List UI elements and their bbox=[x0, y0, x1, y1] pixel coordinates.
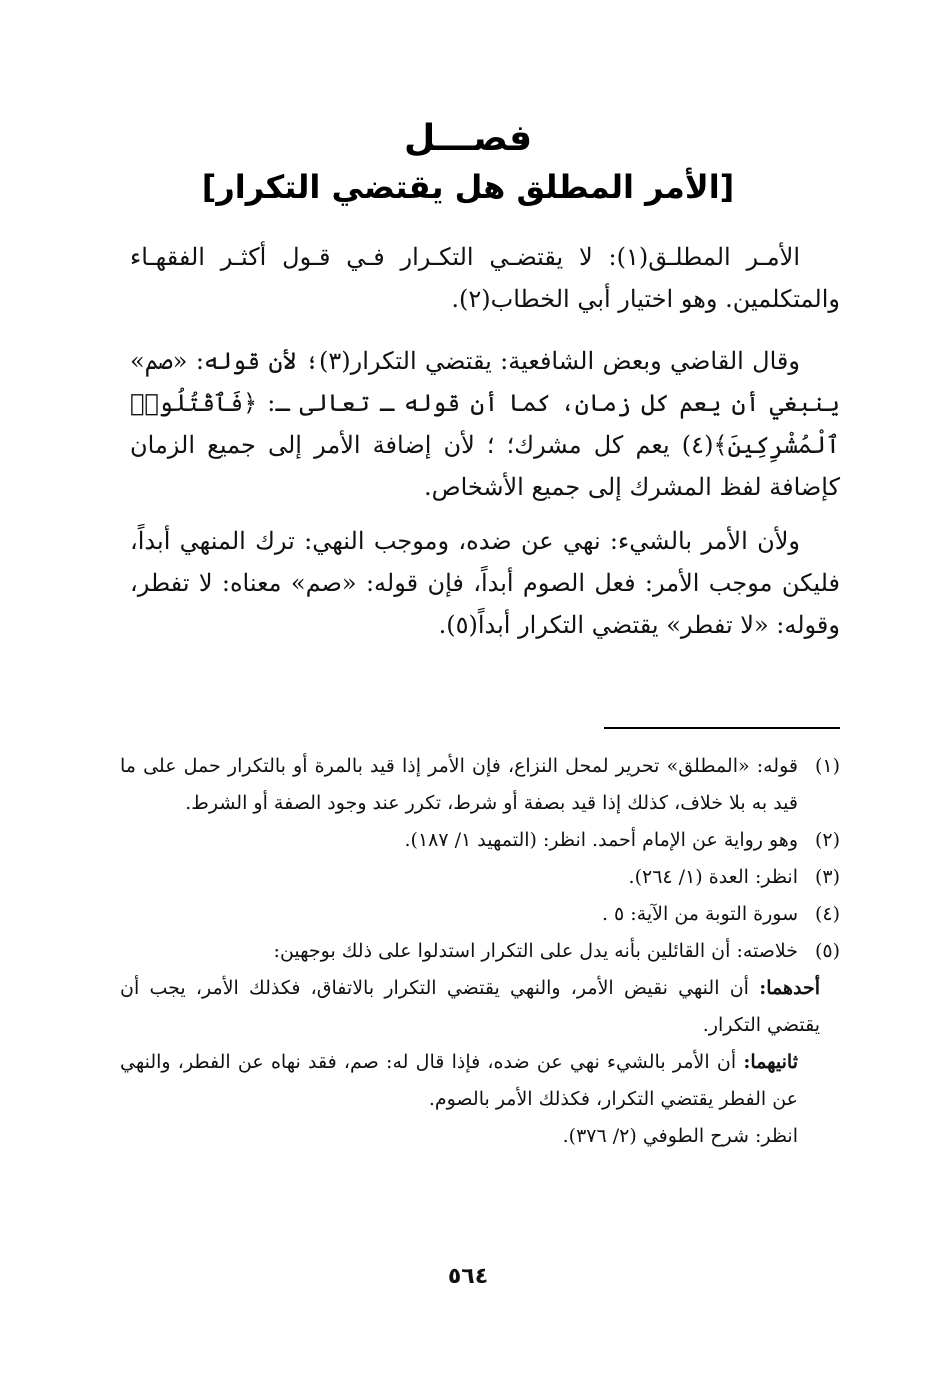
footnote-5 bbox=[120, 933, 840, 970]
paragraph-2-text: وقال القاضي وبعض الشافعية: يقتضي التكرار(٣)؛ لأن قوله: «صم» ينبغي أن يعم كل زمان، كما أن قوله ـ تعالى ـ: ﴿فَٱقْتُلُوا۟ ٱلْمُشْرِكِينَ﴾(٤) يعم كل مشرك؛ ؛ لأن إضافة الأمر إلى جميع الزمان كإضافة لفظ المشرك إلى جميع الأشخاص. bbox=[130, 347, 840, 501]
section-subheading: [الأمر المطلق هل يقتضي التكرار] bbox=[201, 168, 735, 206]
footnotes bbox=[120, 748, 840, 1155]
section-heading: فصـــل bbox=[403, 118, 533, 159]
footnote-text: سورة التوبة من الآية: ٥ . bbox=[601, 903, 798, 925]
footnote-5-second-point bbox=[120, 1044, 840, 1118]
footnote-5-first-label: أحدهما: bbox=[759, 977, 820, 999]
footnote-separator bbox=[604, 727, 840, 729]
footnote-number: (١) bbox=[814, 755, 840, 777]
footnote-5-first-text: أن النهي نقيض الأمر، والنهي يقتضي التكرار بالاتفاق، فكذلك الأمر، يجب أن يقتضي التكرار. bbox=[120, 977, 820, 1036]
footnote-1 bbox=[120, 748, 840, 822]
footnote-number: (٣) bbox=[814, 866, 840, 888]
footnote-number: (٢) bbox=[814, 829, 840, 851]
footnote-3 bbox=[120, 859, 840, 896]
paragraph-1-text: الأمـر المطلـق(١): لا يقتضـي التكـرار فـي قـول أكثـر الفقهـاء والمتكلمين. وهو اختيار أبي الخطاب(٢). bbox=[130, 243, 840, 313]
footnote-5-reference: انظر: شرح الطوفي (٢/ ٣٧٦). bbox=[562, 1125, 798, 1147]
footnote-number: (٥) bbox=[814, 940, 840, 962]
paragraph-1 bbox=[130, 236, 840, 320]
paragraph-3 bbox=[130, 520, 840, 646]
paragraph-3-text: ولأن الأمر بالشيء: نهي عن ضده، وموجب النهي: ترك المنهي أبداً، فليكن موجب الأمر: فعل الصوم أبداً، فإن قوله: «صم» معناه: لا تفطر، وقوله: «لا تفطر» يقتضي التكرار أبداً(٥). bbox=[130, 527, 840, 639]
footnote-text: انظر: العدة (١/ ٢٦٤). bbox=[628, 866, 798, 888]
footnote-text: قوله: «المطلق» تحرير لمحل النزاع، فإن الأمر إذا قيد بالمرة أو بالتكرار حمل على ما قيد به بلا خلاف، كذلك إذا قيد بصفة أو شرط، تكرر عند وجود الصفة أو الشرط. bbox=[120, 755, 798, 814]
footnote-text: وهو رواية عن الإمام أحمد. انظر: (التمهيد ١/ ١٨٧). bbox=[404, 829, 798, 851]
footnote-text: خلاصته: أن القائلين بأنه يدل على التكرار استدلوا على ذلك بوجهين: bbox=[273, 940, 798, 962]
footnote-5-second-text: أن الأمر بالشيء نهي عن ضده، فإذا قال له: صم، فقد نهاه عن الفطر، والنهي عن الفطر يقتضي التكرار، فكذلك الأمر بالصوم. bbox=[120, 1051, 798, 1110]
footnote-5-second-label: ثانيهما: bbox=[743, 1051, 798, 1073]
page-number: ٥٦٤ bbox=[447, 1264, 489, 1289]
footnote-2 bbox=[120, 822, 840, 859]
paragraph-2 bbox=[130, 340, 840, 508]
footnote-number: (٤) bbox=[814, 903, 840, 925]
footnote-4 bbox=[120, 896, 840, 933]
footnote-5-first-point bbox=[120, 970, 840, 1044]
